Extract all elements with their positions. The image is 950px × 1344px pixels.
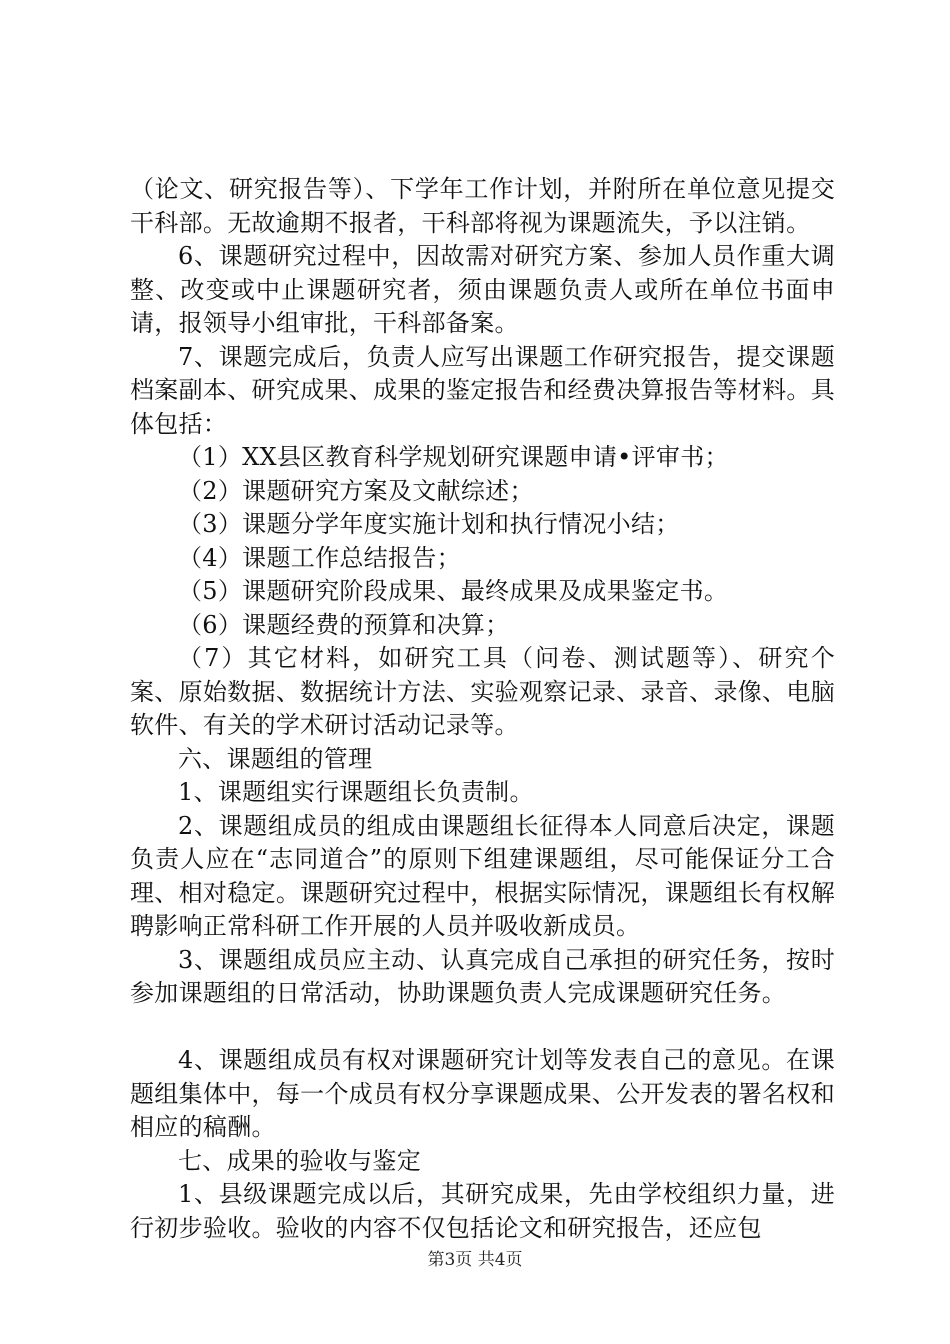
page-footer: 第3页 共4页 xyxy=(427,1250,523,1270)
paragraph: 1、县级课题完成以后，其研究成果，先由学校组织力量，进行初步验收。验收的内容不仅包括论文和研究报告，还应包 xyxy=(130,1180,835,1242)
paragraph: 3、课题组成员应主动、认真完成自己承担的研究任务，按时参加课题组的日常活动，协助课题负责人完成课题研究任务。 xyxy=(130,945,835,1007)
paragraph: （6）课题经费的预算和决算； xyxy=(178,610,510,639)
paragraph: 2、课题组成员的组成由课题组长征得本人同意后决定，课题负责人应在“志同道合”的原则下组建课题组，尽可能保证分工合理、相对稳定。课题研究过程中，根据实际情况，课题组长有权解聘影响正常科研工作开展的人员并吸收新成员。 xyxy=(130,811,835,940)
paragraph: 7、课题完成后，负责人应写出课题工作研究报告，提交课题档案副本、研究成果、成果的鉴定报告和经费决算报告等材料。具体包括： xyxy=(130,342,835,438)
paragraph: 6、课题研究过程中，因故需对研究方案、参加人员作重大调整、改变或中止课题研究者，须由课题负责人或所在单位书面申请，报领导小组审批，干科部备案。 xyxy=(130,242,835,337)
paragraph: （2）课题研究方案及文献综述； xyxy=(178,476,534,505)
document-body xyxy=(130,173,835,1245)
paragraph: （论文、研究报告等）、下学年工作计划，并附所在单位意见提交干科部。无故逾期不报者，干科部将视为课题流失，予以注销。 xyxy=(130,175,835,237)
paragraph: 六、课题组的管理 xyxy=(178,744,373,773)
paragraph: （5）课题研究阶段成果、最终成果及成果鉴定书。 xyxy=(178,577,729,605)
paragraph: 1、课题组实行课题组长负责制。 xyxy=(178,778,534,806)
paragraph: （3）课题分学年度实施计划和执行情况小结； xyxy=(178,510,680,538)
paragraph: （7）其它材料，如研究工具（问卷、测试题等）、研究个案、原始数据、数据统计方法、实验观察记录、录音、录像、电脑软件、有关的学术研讨活动记录等。 xyxy=(130,644,835,739)
paragraph: 七、成果的验收与鉴定 xyxy=(178,1146,421,1175)
paragraph: 4、课题组成员有权对课题研究计划等发表自己的意见。在课题组集体中，每一个成员有权分享课题成果、公开发表的署名权和相应的稿酬。 xyxy=(130,1046,835,1141)
paragraph: （1）XX县区教育科学规划研究课题申请•评审书； xyxy=(178,443,729,471)
paragraph: （4）课题工作总结报告； xyxy=(178,543,461,572)
